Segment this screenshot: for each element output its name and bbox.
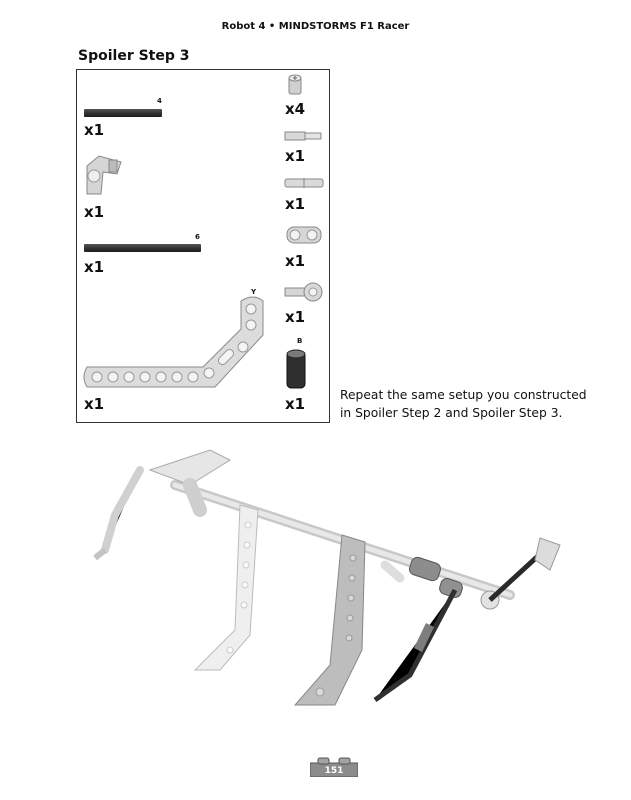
bent-beam-icon <box>83 295 268 393</box>
axle-6-icon <box>84 244 201 252</box>
connector-peg-icon <box>283 176 325 190</box>
axle-6-qty: x1 <box>84 258 105 276</box>
connector-peg-qty: x1 <box>285 195 306 213</box>
bush-qty: x4 <box>285 100 306 118</box>
axle-4-qty: x1 <box>84 121 105 139</box>
axle-4-icon <box>84 109 162 117</box>
instruction-text: Repeat the same setup you constructed in Spoiler Step 2 and Spoiler Step 3. <box>340 388 587 420</box>
cross-block-qty: x1 <box>285 252 306 270</box>
angle-connector-icon <box>81 152 129 200</box>
bent-beam-color-label: Y <box>251 288 257 296</box>
black-peg-color-label: B <box>297 337 303 345</box>
black-peg-qty: x1 <box>285 395 306 413</box>
axle-pin-icon <box>283 129 323 143</box>
page-header: Robot 4 • MINDSTORMS F1 Racer <box>221 21 410 32</box>
cross-block-icon <box>285 223 323 247</box>
page-number: 151 <box>324 766 344 776</box>
parts-list-box <box>76 69 330 423</box>
angle-connector-qty: x1 <box>84 203 105 221</box>
axle-4-length-label: 4 <box>157 97 162 105</box>
axle-pin-qty: x1 <box>285 147 306 165</box>
peg-joiner-icon <box>283 280 325 304</box>
black-peg-icon <box>285 348 307 390</box>
spoiler-assembly-illustration <box>80 430 570 720</box>
step-title: Spoiler Step 3 <box>78 48 190 64</box>
axle-6-length-label: 6 <box>195 233 200 241</box>
bent-beam-qty: x1 <box>84 395 105 413</box>
bush-icon <box>287 74 303 96</box>
peg-joiner-qty: x1 <box>285 308 306 326</box>
